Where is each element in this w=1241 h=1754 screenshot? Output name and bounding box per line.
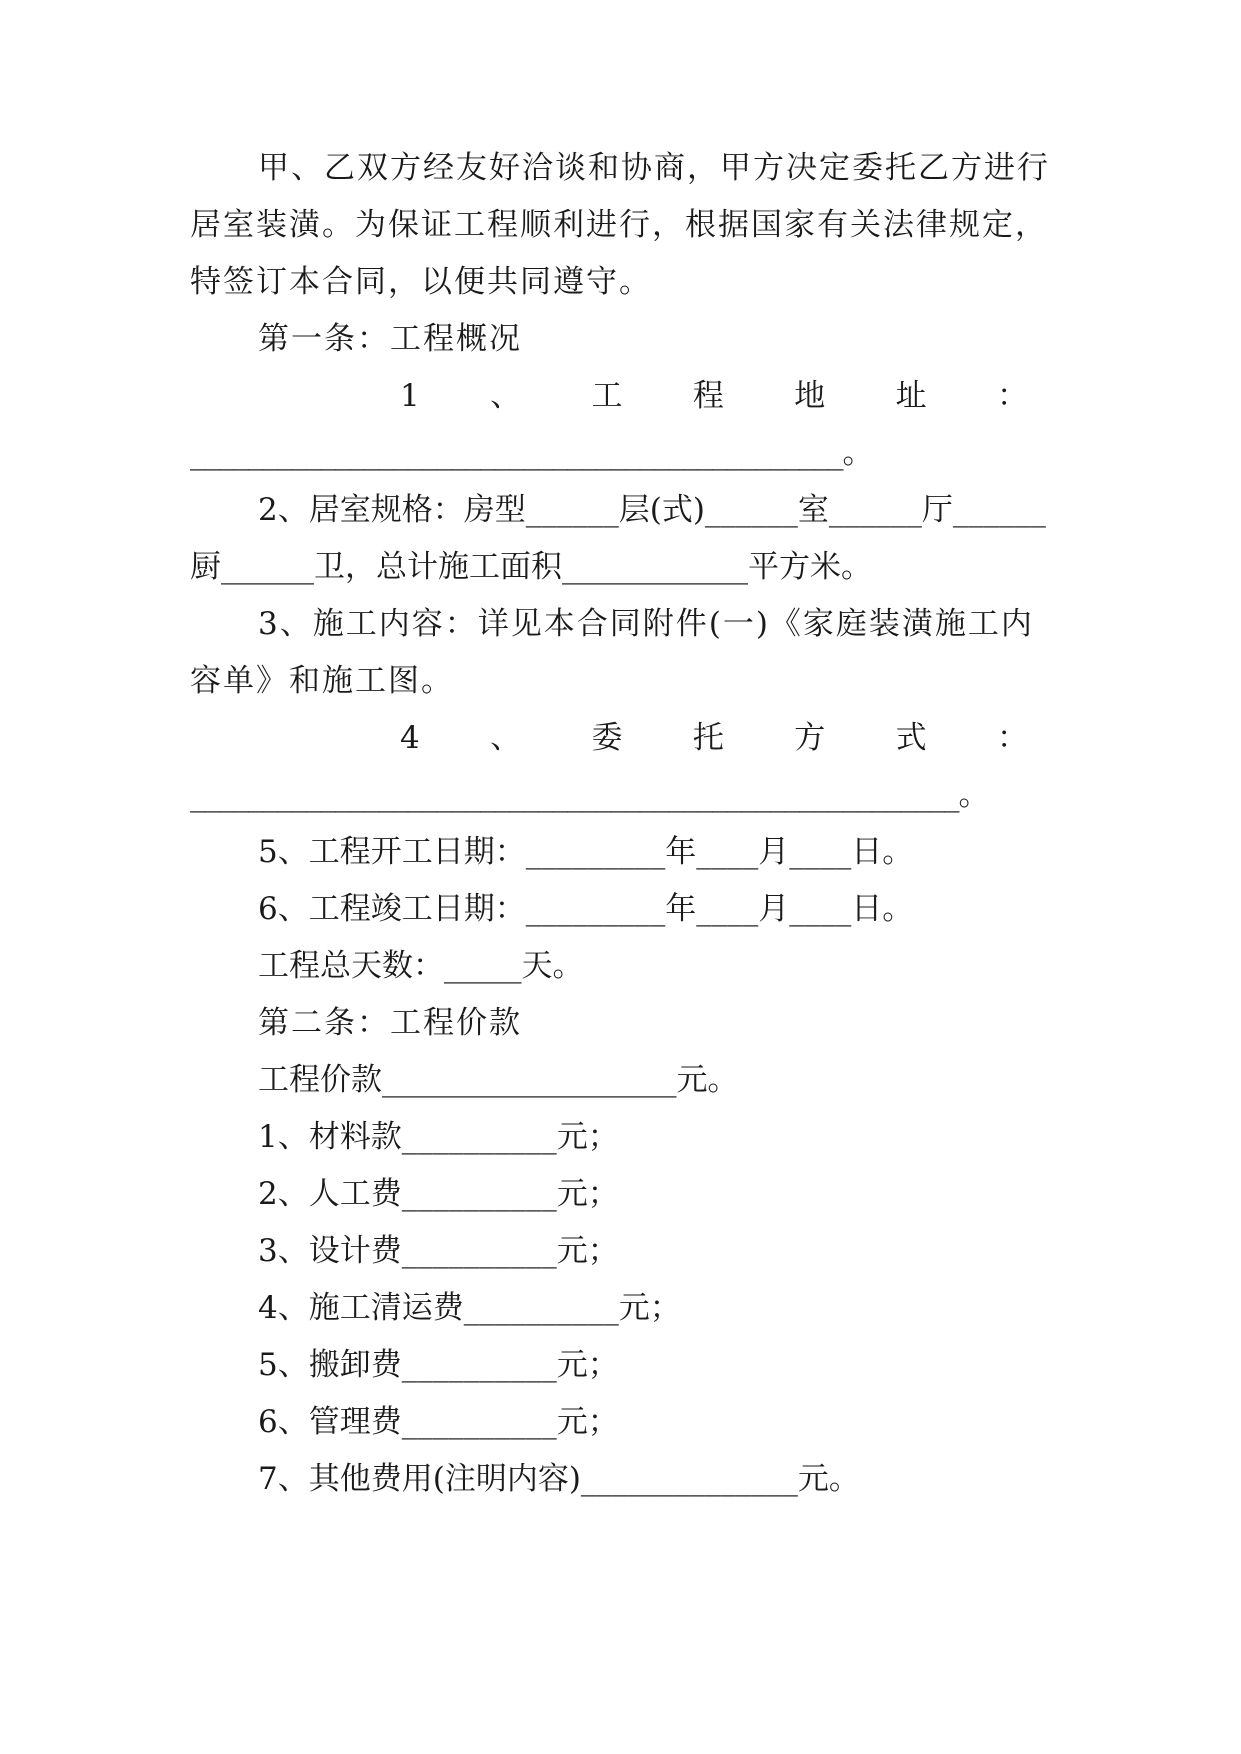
price-item-cleanup: 4、施工清运费__________元； [258, 1290, 681, 1326]
item4-label-char: 托 [692, 720, 726, 756]
item4-label-char: 式 [895, 720, 929, 756]
item4-blank-line: _____________________________________________________。 [190, 777, 989, 813]
item1-label-char: 、 [490, 378, 524, 414]
item4-label-char: ： [996, 720, 1030, 756]
item2-line-1: 2、居室规格：房型______层(式)______室______厅______ [258, 492, 1046, 528]
item4-label-char: 委 [591, 720, 625, 756]
item5-start-date: 5、工程开工日期：_________年____月____日。 [258, 834, 914, 870]
item1-label-char: 1 [400, 378, 422, 414]
item4-label [400, 718, 1030, 758]
intro-line-1: 甲、乙双方经友好洽谈和协商，甲方决定委托乙方进行 [258, 150, 1050, 186]
price-item-moving: 5、搬卸费__________元； [258, 1347, 619, 1383]
item4-label-char: 方 [794, 720, 828, 756]
item4-label-char: 4 [400, 720, 422, 756]
item1-label-char: 程 [692, 378, 726, 414]
item6-end-date: 6、工程竣工日期：_________年____月____日。 [258, 891, 914, 927]
price-item-management: 6、管理费__________元； [258, 1404, 619, 1440]
article2-title: 第二条：工程价款 [258, 1005, 522, 1041]
intro-line-3: 特签订本合同，以便共同遵守。 [190, 264, 652, 300]
price-item-material: 1、材料款__________元； [258, 1119, 619, 1155]
item1-label-char: 工 [591, 378, 625, 414]
item4-label-char: 、 [490, 720, 524, 756]
intro-line-2: 居室装潢。为保证工程顺利进行，根据国家有关法律规定， [190, 207, 1048, 243]
price-item-other: 7、其他费用(注明内容)______________元。 [258, 1461, 860, 1497]
item2-line-2: 厨______卫，总计施工面积____________平方米。 [190, 549, 872, 585]
item1-blank-line: _____________________________________________。 [190, 435, 873, 471]
price-item-design: 3、设计费__________元； [258, 1233, 619, 1269]
item3-line-2: 容单》和施工图。 [190, 663, 454, 699]
total-days: 工程总天数：_____天。 [258, 948, 584, 984]
item1-label-char: ： [996, 378, 1030, 414]
item1-label [400, 376, 1030, 416]
item3-line-1: 3、施工内容：详见本合同附件(一)《家庭装潢施工内 [258, 606, 1034, 642]
item1-label-char: 地 [794, 378, 828, 414]
price-total: 工程价款___________________元。 [258, 1062, 739, 1098]
article1-title: 第一条：工程概况 [258, 321, 522, 357]
price-item-labor: 2、人工费__________元； [258, 1176, 619, 1212]
item1-label-char: 址 [895, 378, 929, 414]
